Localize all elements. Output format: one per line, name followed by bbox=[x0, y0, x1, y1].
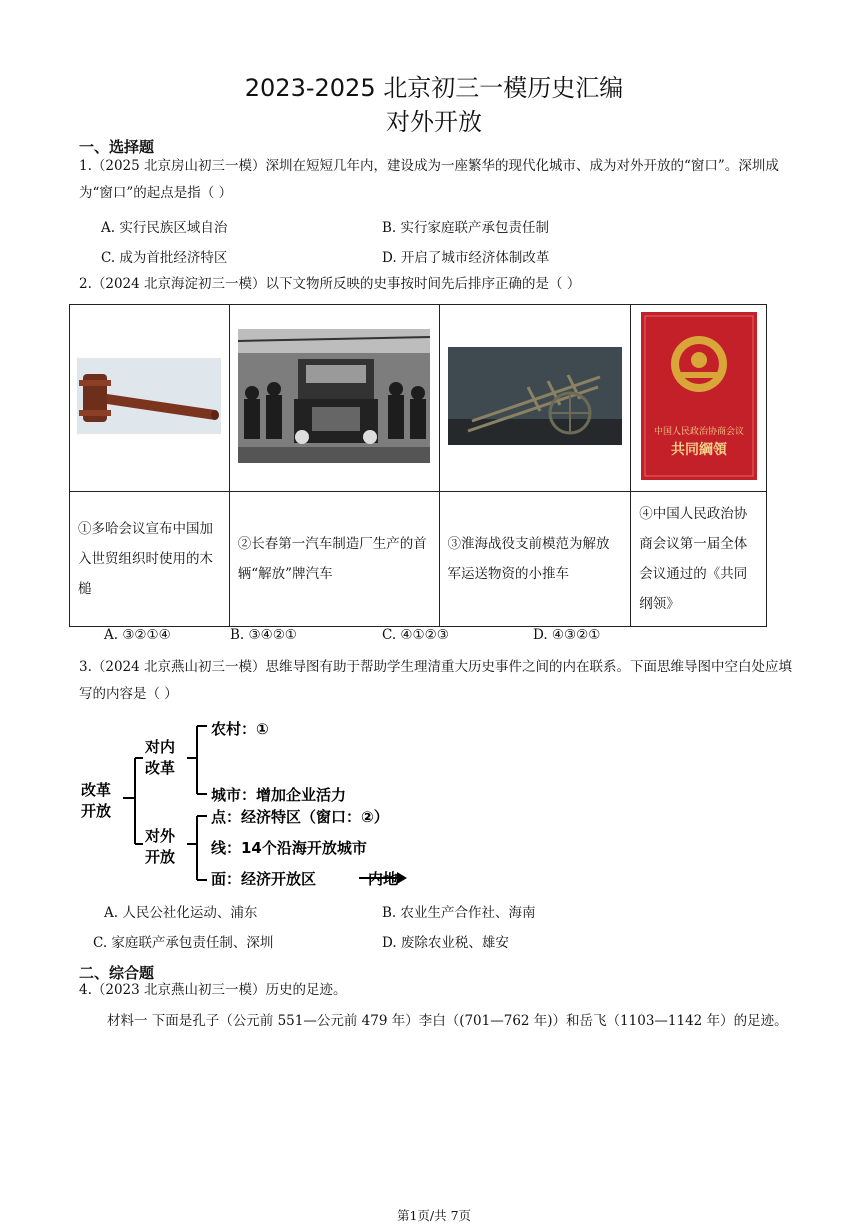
q3-option-c: C. 家庭联产承包责任制、深圳 bbox=[93, 935, 274, 951]
q2-option-c: C. ④①②③ bbox=[382, 627, 449, 643]
mindmap-area-end: 内地 bbox=[368, 870, 399, 888]
mindmap-city: 城市：增加企业活力 bbox=[211, 786, 347, 804]
truck-photo bbox=[238, 329, 430, 463]
artifact-caption-2: ②长春第一汽车制造厂生产的首辆“解放”牌汽车 bbox=[229, 492, 439, 627]
q3-option-b: B. 农业生产合作社、海南 bbox=[382, 905, 536, 921]
artifact-caption-4: ④中国人民政治协商会议第一届全体会议通过的《共同纲领》 bbox=[631, 492, 767, 627]
artifact-cell-cart bbox=[439, 305, 631, 492]
mindmap-inner-reform: 对内 改革 bbox=[145, 738, 176, 777]
question-4-material: 材料一 下面是孔子（公元前 551—公元前 479 年）李白（(701—762 年)）和岳飞（1103—1142 年）的足迹。 bbox=[107, 1013, 788, 1029]
page-subtitle: 对外开放 bbox=[386, 108, 482, 136]
section-heading-choice: 一、选择题 bbox=[79, 138, 155, 156]
question-2-stem: 2.（2024 北京海淀初三一模）以下文物所反映的史事按时间先后排序正确的是（ ） bbox=[79, 276, 581, 292]
artifact-table bbox=[69, 304, 767, 627]
artifact-caption-3: ③淮海战役支前模范为解放军运送物资的小推车 bbox=[439, 492, 631, 627]
q2-option-d: D. ④③②① bbox=[533, 627, 601, 643]
q2-option-b: B. ③④②① bbox=[230, 627, 297, 643]
book-cover-text-2: 共同綱領 bbox=[670, 442, 727, 458]
q3-option-d: D. 废除农业税、雄安 bbox=[382, 935, 509, 951]
q3-option-a: A. 人民公社化运动、浦东 bbox=[104, 905, 258, 921]
page-footer: 第1页/共 7页 bbox=[396, 1208, 472, 1223]
mindmap-opening-up: 对外 开放 bbox=[145, 827, 176, 866]
q2-option-a: A. ③②①④ bbox=[104, 627, 171, 643]
page-title: 2023-2025 北京初三一模历史汇编 bbox=[244, 74, 624, 102]
artifact-cell-gavel bbox=[70, 305, 230, 492]
artifact-caption-1: ①多哈会议宣布中国加入世贸组织时使用的木槌 bbox=[70, 492, 230, 627]
mindmap-point: 点：经济特区（窗口：②） bbox=[211, 808, 389, 826]
section-heading-comprehensive: 二、综合题 bbox=[79, 964, 155, 982]
artifact-cell-book bbox=[631, 305, 767, 492]
question-3-stem: 3.（2024 北京燕山初三一模）思维导图有助于帮助学生理清重大历史事件之间的内在联系。下面思维导图中空白处应填写的内容是（ ） bbox=[79, 659, 793, 702]
mindmap-root: 改革 开放 bbox=[81, 781, 112, 820]
artifact-cell-truck bbox=[229, 305, 439, 492]
gavel-image bbox=[77, 358, 221, 434]
q1-option-a: A. 实行民族区域自治 bbox=[101, 220, 228, 236]
mindmap-line: 线：14个沿海开放城市 bbox=[211, 839, 367, 857]
q1-option-c: C. 成为首批经济特区 bbox=[101, 250, 228, 266]
common-program-book-image bbox=[641, 312, 757, 480]
q1-option-b: B. 实行家庭联产承包责任制 bbox=[382, 220, 550, 236]
question-4-stem: 4.（2023 北京燕山初三一模）历史的足迹。 bbox=[79, 982, 347, 998]
mindmap-rural: 农村：① bbox=[211, 720, 269, 738]
cart-image bbox=[448, 347, 622, 445]
q1-option-d: D. 开启了城市经济体制改革 bbox=[382, 250, 550, 266]
mindmap-area: 面：经济开放区 bbox=[211, 870, 317, 888]
question-1-stem: 1.（2025 北京房山初三一模）深圳在短短几年内，建设成为一座繁华的现代化城市、成为对外开放的“窗口”。深圳成为“窗口”的起点是指（ ） bbox=[79, 158, 779, 201]
book-cover-text-1: 中国人民政治协商会议 bbox=[653, 427, 744, 437]
